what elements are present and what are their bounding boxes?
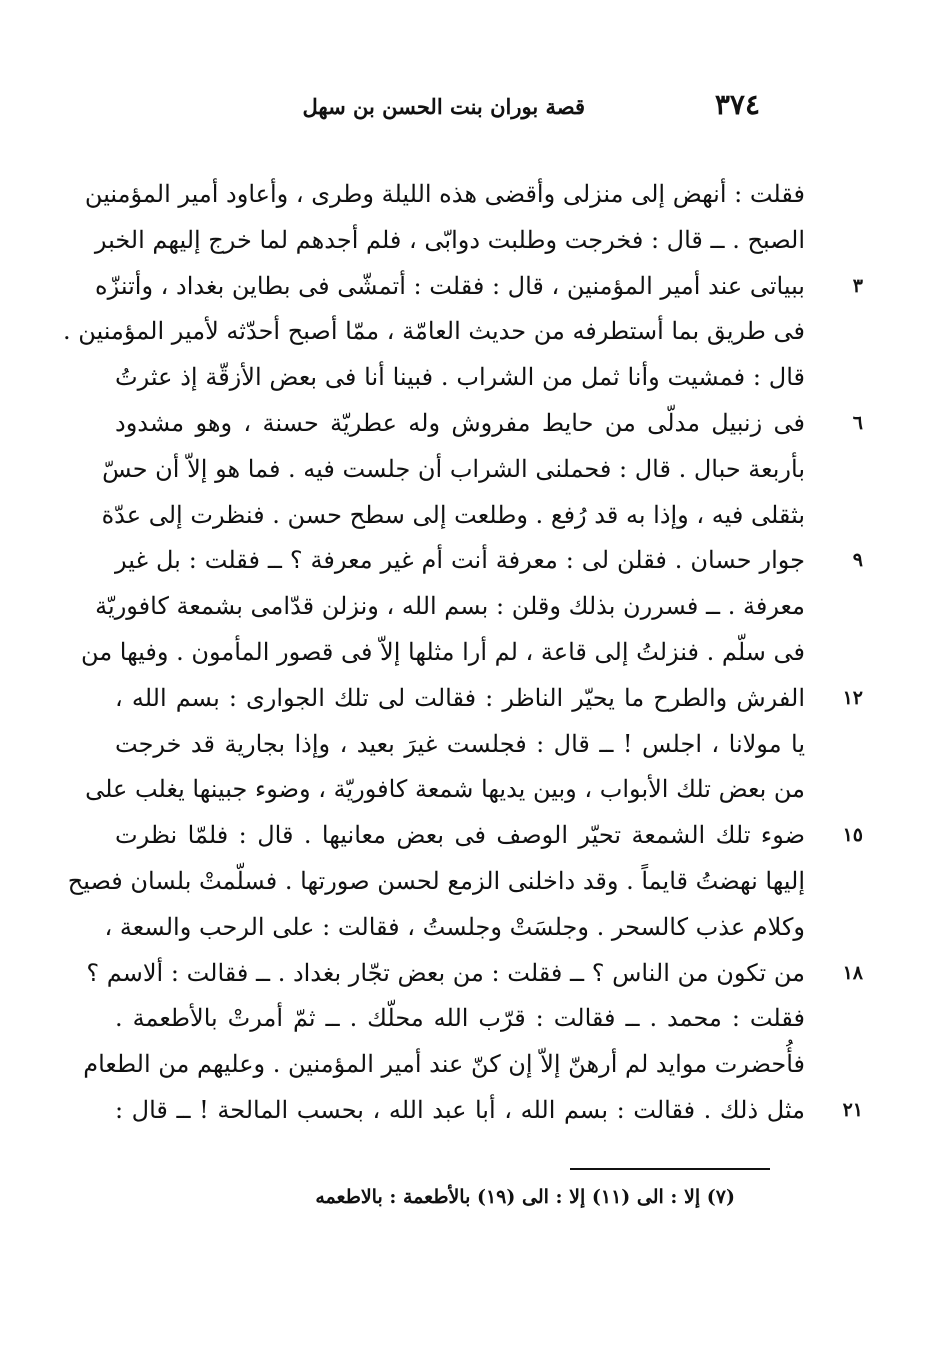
- line-text: ببياتى عند أمير المؤمنين ، قال : فقلت : أتمشّى فى بطاين بغداد ، وأتنزّه: [95, 271, 805, 300]
- line-text: قال : فمشيت وأنا ثمل من الشراب . فبينا أنا فى بعض الأزقّة إذ عثرتُ: [115, 363, 806, 392]
- line-number: ٣: [852, 274, 863, 297]
- footnote-rule: [570, 1168, 770, 1170]
- text-line: [115, 813, 863, 859]
- text-line: [115, 722, 805, 768]
- text-line: [67, 859, 805, 905]
- running-title: قصة بوران بنت الحسن بن سهل: [302, 94, 585, 119]
- line-text: من بعض تلك الأبواب ، وبين يديها شمعة كافوريّة ، وضوء جبينها يغلب على: [85, 775, 805, 804]
- text-line: [102, 447, 805, 493]
- text-line: [101, 493, 805, 539]
- text-line: [84, 172, 805, 218]
- text-line: [115, 355, 805, 401]
- line-text: معرفة . ــ فسررن بذلك وقلن : بسم الله ، ونزلن قدّامى بشمعة كافوريّة: [95, 592, 805, 621]
- line-text: بثقلى فيه ، وإذا به قد رُفع . وطلعت إلى سطح حسن . فنظرت إلى عدّة: [101, 500, 805, 529]
- text-line: [115, 538, 863, 584]
- line-number: ١٢: [842, 686, 863, 709]
- text-line: [86, 951, 863, 997]
- text-line: [115, 676, 863, 722]
- line-text: يا مولانا ، اجلس ! ــ قال : فجلست غيرَ بعيد ، وإذا بجارية قد خرجت: [115, 729, 805, 758]
- footnotes: (٧) إلا : الى (١١) إلا : الى (١٩) بالأطعمة : بالاطعمه: [315, 1186, 735, 1208]
- line-text: الصبح . ــ قال : فخرجت وطلبت دوابّى ، فلم أجدهم لما خرج إليهم الخبر: [94, 225, 805, 254]
- line-text: فقلت : محمد . ــ فقالت : قرّب الله محلّك . ــ ثمّ أمرتْ بالأطعمة .: [115, 1004, 805, 1033]
- line-text: مثل ذلك . فقالت : بسم الله ، أبا عبد الله ، بحسب المالحة ! ــ قال :: [115, 1095, 805, 1124]
- line-text: فى زنبيل مدلّى من حايط مفروش وله عطريّة حسنة ، وهو مشدود: [115, 408, 805, 437]
- line-number: ٩: [852, 549, 863, 572]
- line-text: إليها نهضتُ قايماً . وقد داخلنى الزمع لحسن صورتها . فسلّمتْ بلسان فصيح: [67, 866, 805, 895]
- text-line: [83, 1042, 805, 1088]
- text-line: [94, 218, 805, 264]
- line-number: ٦: [852, 411, 863, 434]
- body-text: [63, 172, 863, 1134]
- line-text: فأُحضرت موايد لم أرهنّ إلاّ إن كنّ عند أمير المؤمنين . وعليهم من الطعام: [83, 1050, 805, 1079]
- line-text: من تكون من الناس ؟ ــ فقلت : من بعض تجّار بغداد . ــ فقالت : ألاسم ؟: [86, 958, 805, 987]
- text-line: [115, 996, 805, 1042]
- line-text: فى طريق بما أستطرفه من حديث العامّة ، ممّا أصبح أحدّثه لأمير المؤمنين .: [63, 317, 805, 346]
- line-text: الفرش والطرح ما يحيّر الناظر : فقالت لى تلك الجوارى : بسم الله ،: [115, 683, 805, 712]
- line-text: بأربعة حبال . قال : فحملنى الشراب أن جلست فيه . فما هو إلاّ أن حسّ: [102, 454, 805, 483]
- line-text: ضوء تلك الشمعة تحيّر الوصف فى بعض معانيها . قال : فلمّا نظرت: [115, 821, 805, 850]
- text-line: [95, 584, 805, 630]
- page-number: ٣٧٤: [714, 88, 760, 121]
- text-line: [63, 309, 805, 355]
- running-head: [200, 88, 760, 128]
- line-number: ٢١: [842, 1098, 863, 1121]
- line-number: ١٨: [842, 961, 863, 984]
- line-text: جوار حسان . فقلن لى : معرفة أنت أم غير معرفة ؟ ــ فقلت : بل غير: [115, 546, 805, 575]
- text-line: [85, 767, 805, 813]
- line-text: وكلام عذب كالسحر . وجلسَتْ وجلستُ ، فقالت : على الرحب والسعة ،: [104, 912, 805, 941]
- text-line: [115, 1088, 863, 1134]
- line-text: فقلت : أنهض إلى منزلى وأقضى هذه الليلة وطرى ، وأعاود أمير المؤمنين: [84, 180, 805, 208]
- text-line: [95, 264, 863, 310]
- text-line: [81, 630, 805, 676]
- text-line: [104, 905, 805, 951]
- line-text: فى سلّم . فنزلتُ إلى قاعة ، لم أرا مثلها إلاّ فى قصور المأمون . وفيها من: [81, 637, 805, 666]
- line-number: ١٥: [842, 824, 863, 847]
- text-line: [115, 401, 863, 447]
